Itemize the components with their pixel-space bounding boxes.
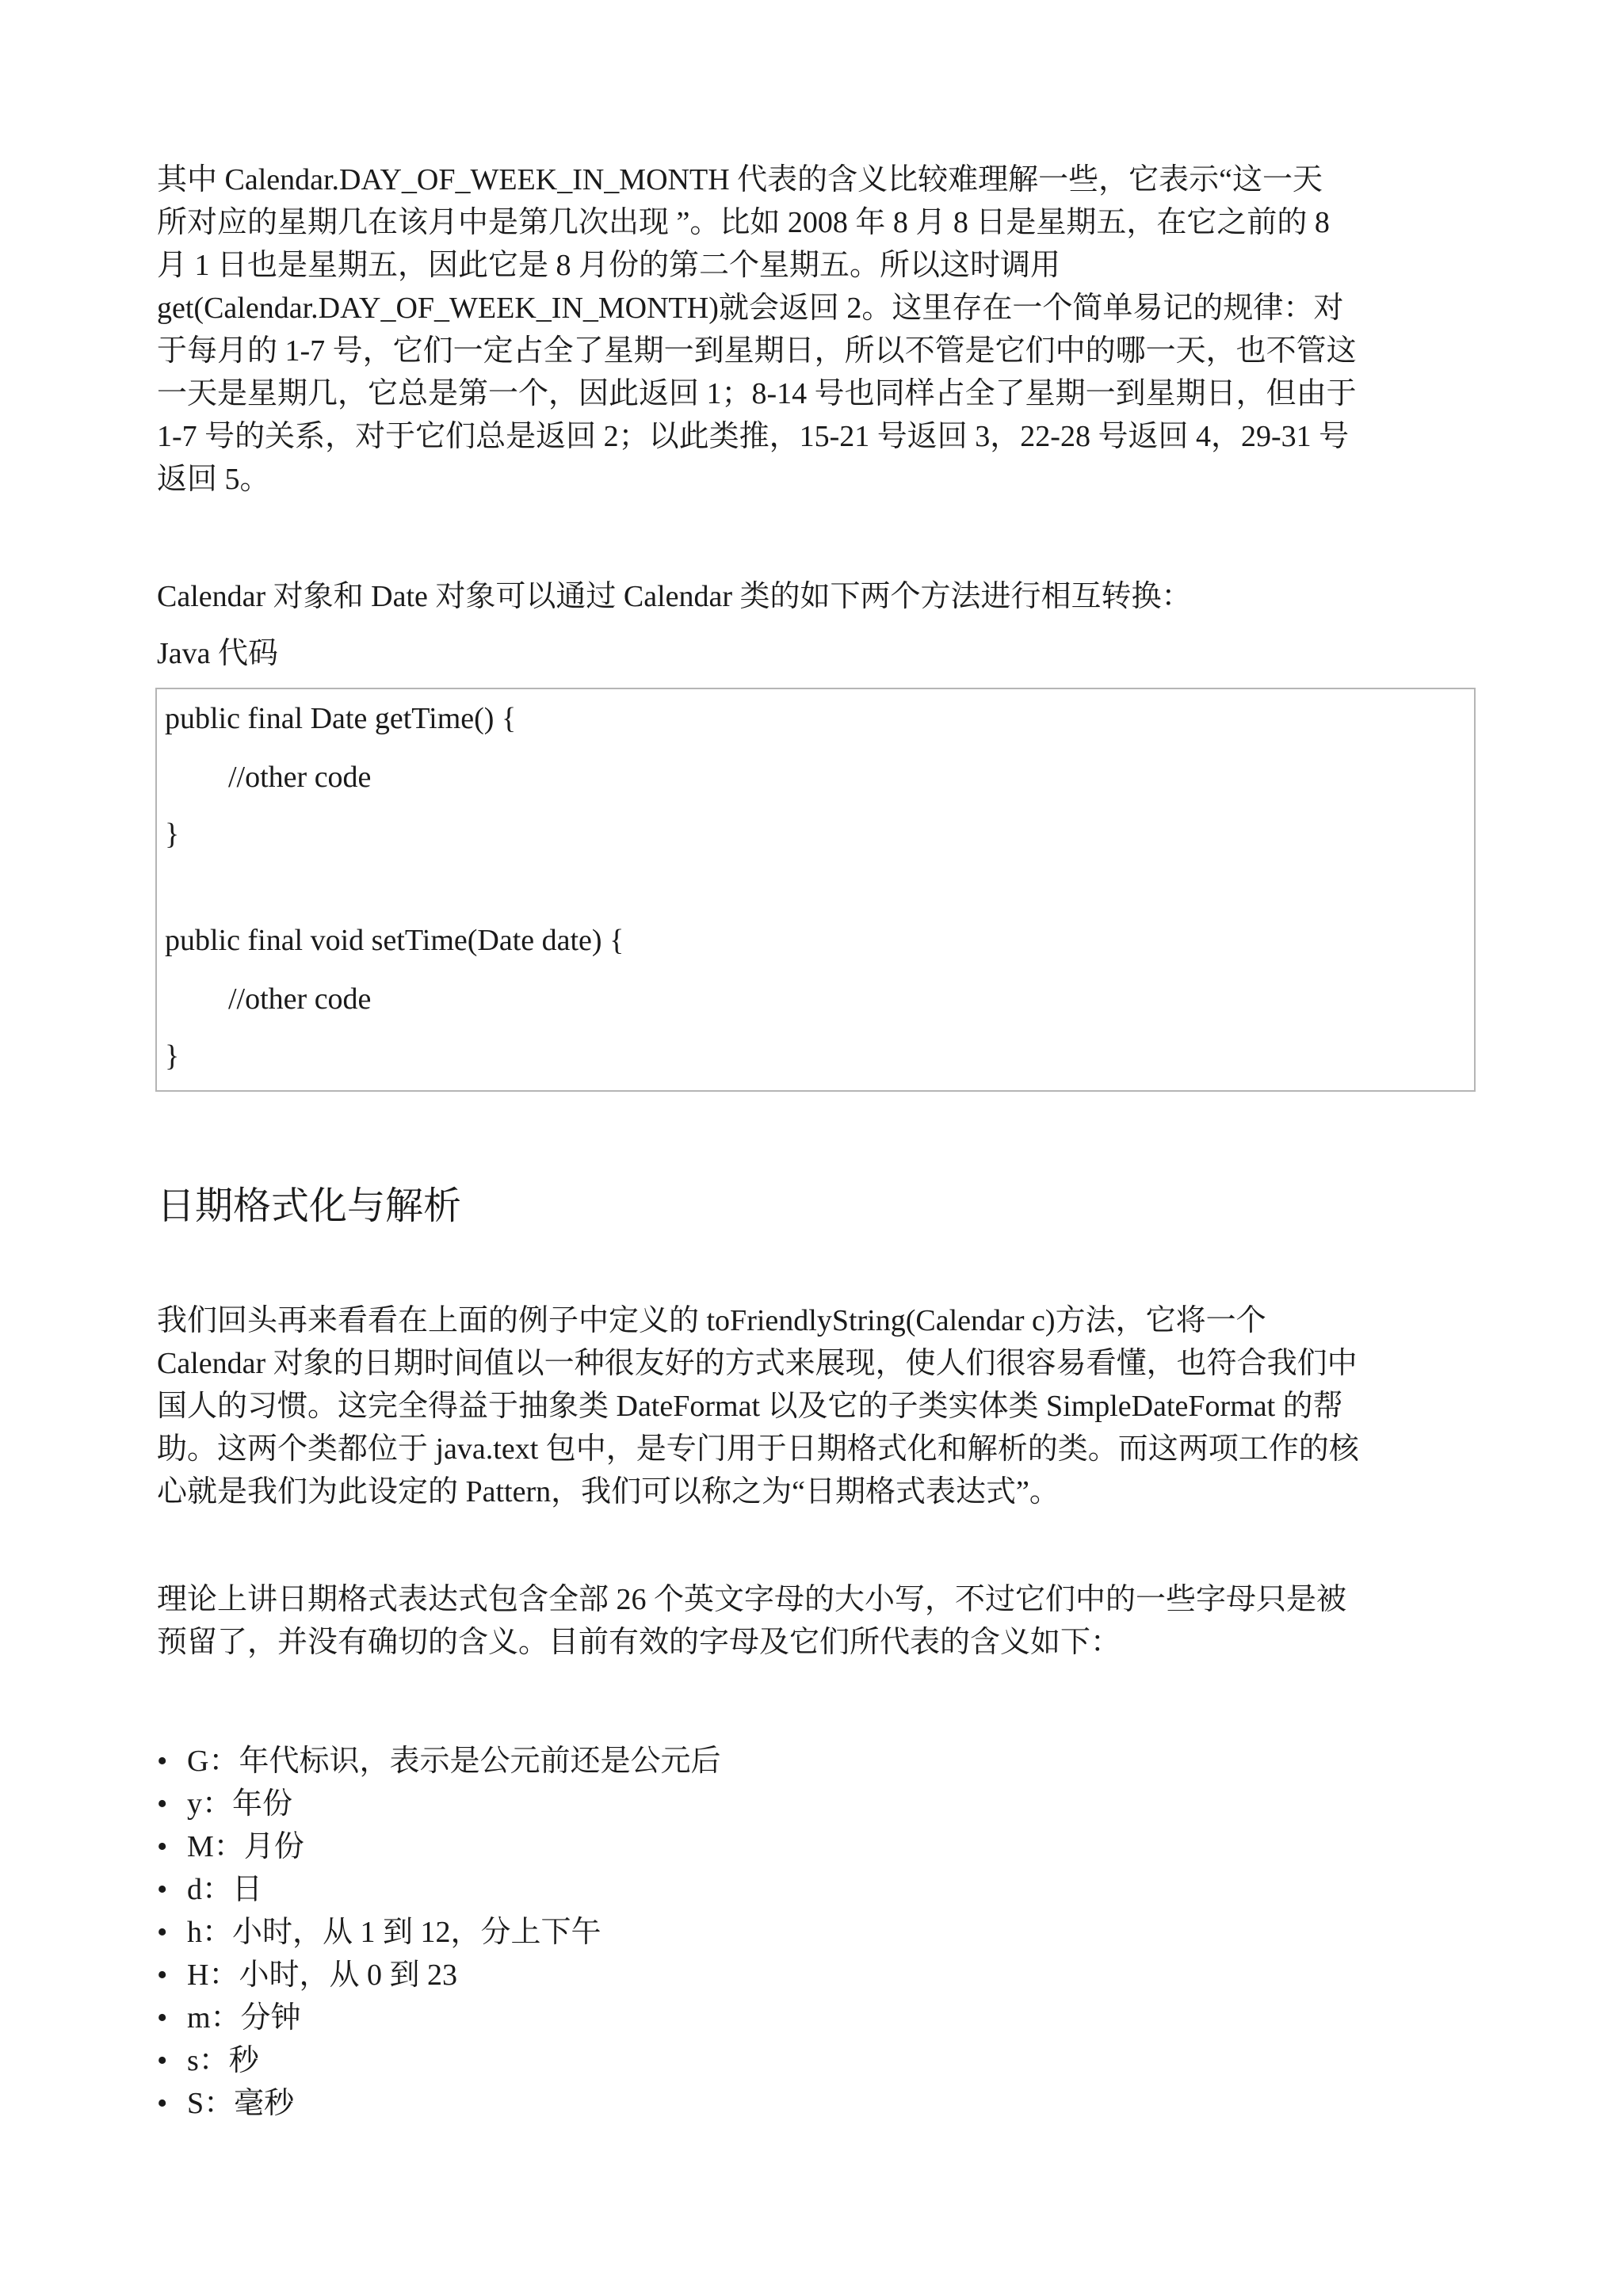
list-item-text: M：月份 — [187, 1830, 304, 1863]
list-item — [157, 1740, 720, 1783]
bullet-icon: • — [157, 2044, 168, 2077]
paragraph-day-of-week-in-month — [157, 158, 1472, 501]
paragraph-line: 于每月的 1-7 号，它们一定占全了星期一到星期日，所以不管是它们中的哪一天，也不管这 — [157, 334, 1357, 368]
code-line: } — [165, 818, 180, 851]
code-line: public final Date getTime() { — [165, 702, 517, 735]
list-item-text: H：小时，从 0 到 23 — [187, 1958, 457, 1992]
paragraph-line: 1-7 号的关系，对于它们总是返回 2；以此类推，15-21 号返回 3，22-28 号返回 4，29-31 号 — [157, 420, 1350, 453]
bullet-icon: • — [157, 1830, 168, 1863]
paragraph-line: 心就是我们为此设定的 Pattern，我们可以称之为“日期格式表达式”。 — [157, 1475, 1060, 1508]
paragraph-line: 预留了，并没有确切的含义。目前有效的字母及它们所代表的含义如下： — [157, 1626, 1121, 1659]
paragraph-line: 月 1 日也是星期五，因此它是 8 月份的第二个星期五。所以这时调用 — [157, 249, 1061, 282]
code-line: } — [165, 1039, 180, 1073]
section-heading: 日期格式化与解析 — [157, 1184, 462, 1228]
paragraph-line: 我们回头再来看看在上面的例子中定义的 toFriendlyString(Calendar c)方法，它将一个 — [157, 1304, 1266, 1337]
list-item — [157, 1783, 720, 1825]
list-item — [157, 2082, 720, 2125]
paragraph-line: 理论上讲日期格式表达式包含全部 26 个英文字母的大小写，不过它们中的一些字母只是被 — [157, 1583, 1347, 1616]
paragraph-conversion: Calendar 对象和 Date 对象可以通过 Calendar 类的如下两个方法进行相互转换： — [157, 580, 1192, 613]
code-line: //other code — [228, 761, 372, 794]
list-item-text: S：毫秒 — [187, 2087, 295, 2120]
list-item — [157, 2039, 720, 2082]
list-item-text: d：日 — [187, 1873, 263, 1906]
bullet-icon: • — [157, 1916, 168, 1949]
bullet-icon: • — [157, 1787, 168, 1821]
bullet-icon: • — [157, 2087, 168, 2120]
code-block — [155, 688, 1476, 1092]
list-item-text: G：年代标识，表示是公元前还是公元后 — [187, 1745, 721, 1778]
paragraph-line: 返回 5。 — [157, 463, 270, 496]
list-item — [157, 1997, 720, 2039]
bullet-icon: • — [157, 1873, 168, 1906]
list-item-text: s：秒 — [187, 2044, 259, 2077]
paragraph-line: 所对应的星期几在该月中是第几次出现 ”。比如 2008 年 8 月 8 日是星期五，在它之前的 8 — [157, 206, 1330, 239]
paragraph-pattern-letters — [157, 1578, 1472, 1664]
code-line: //other code — [228, 982, 372, 1016]
list-item-text: m：分钟 — [187, 2001, 301, 2035]
code-line: public final void setTime(Date date) { — [165, 924, 624, 957]
list-item-text: h：小时，从 1 到 12，分上下午 — [187, 1916, 601, 1949]
paragraph-date-format — [157, 1299, 1472, 1513]
paragraph-line: Calendar 对象的日期时间值以一种很友好的方式来展现，使人们很容易看懂，也符合我们中 — [157, 1347, 1358, 1380]
bullet-icon: • — [157, 2001, 168, 2035]
code-label: Java 代码 — [157, 637, 279, 670]
list-item — [157, 1868, 720, 1911]
paragraph-line: 国人的习惯。这完全得益于抽象类 DateFormat 以及它的子类实体类 SimpleDateFormat 的帮 — [157, 1390, 1343, 1423]
paragraph-line: 其中 Calendar.DAY_OF_WEEK_IN_MONTH 代表的含义比较难理解一些，它表示“这一天 — [157, 163, 1323, 196]
list-item — [157, 1825, 720, 1868]
paragraph-line: 助。这两个类都位于 java.text 包中，是专门用于日期格式化和解析的类。而这两项工作的核 — [157, 1432, 1359, 1466]
list-item — [157, 1911, 720, 1954]
paragraph-line: get(Calendar.DAY_OF_WEEK_IN_MONTH)就会返回 2。这里存在一个简单易记的规律：对 — [157, 292, 1344, 325]
pattern-letter-list — [157, 1740, 720, 2125]
list-item — [157, 1954, 720, 1997]
bullet-icon: • — [157, 1745, 168, 1778]
list-item-text: y：年份 — [187, 1787, 293, 1821]
bullet-icon: • — [157, 1958, 168, 1992]
paragraph-line: 一天是星期几，它总是第一个，因此返回 1；8-14 号也同样占全了星期一到星期日，但由于 — [157, 377, 1357, 410]
